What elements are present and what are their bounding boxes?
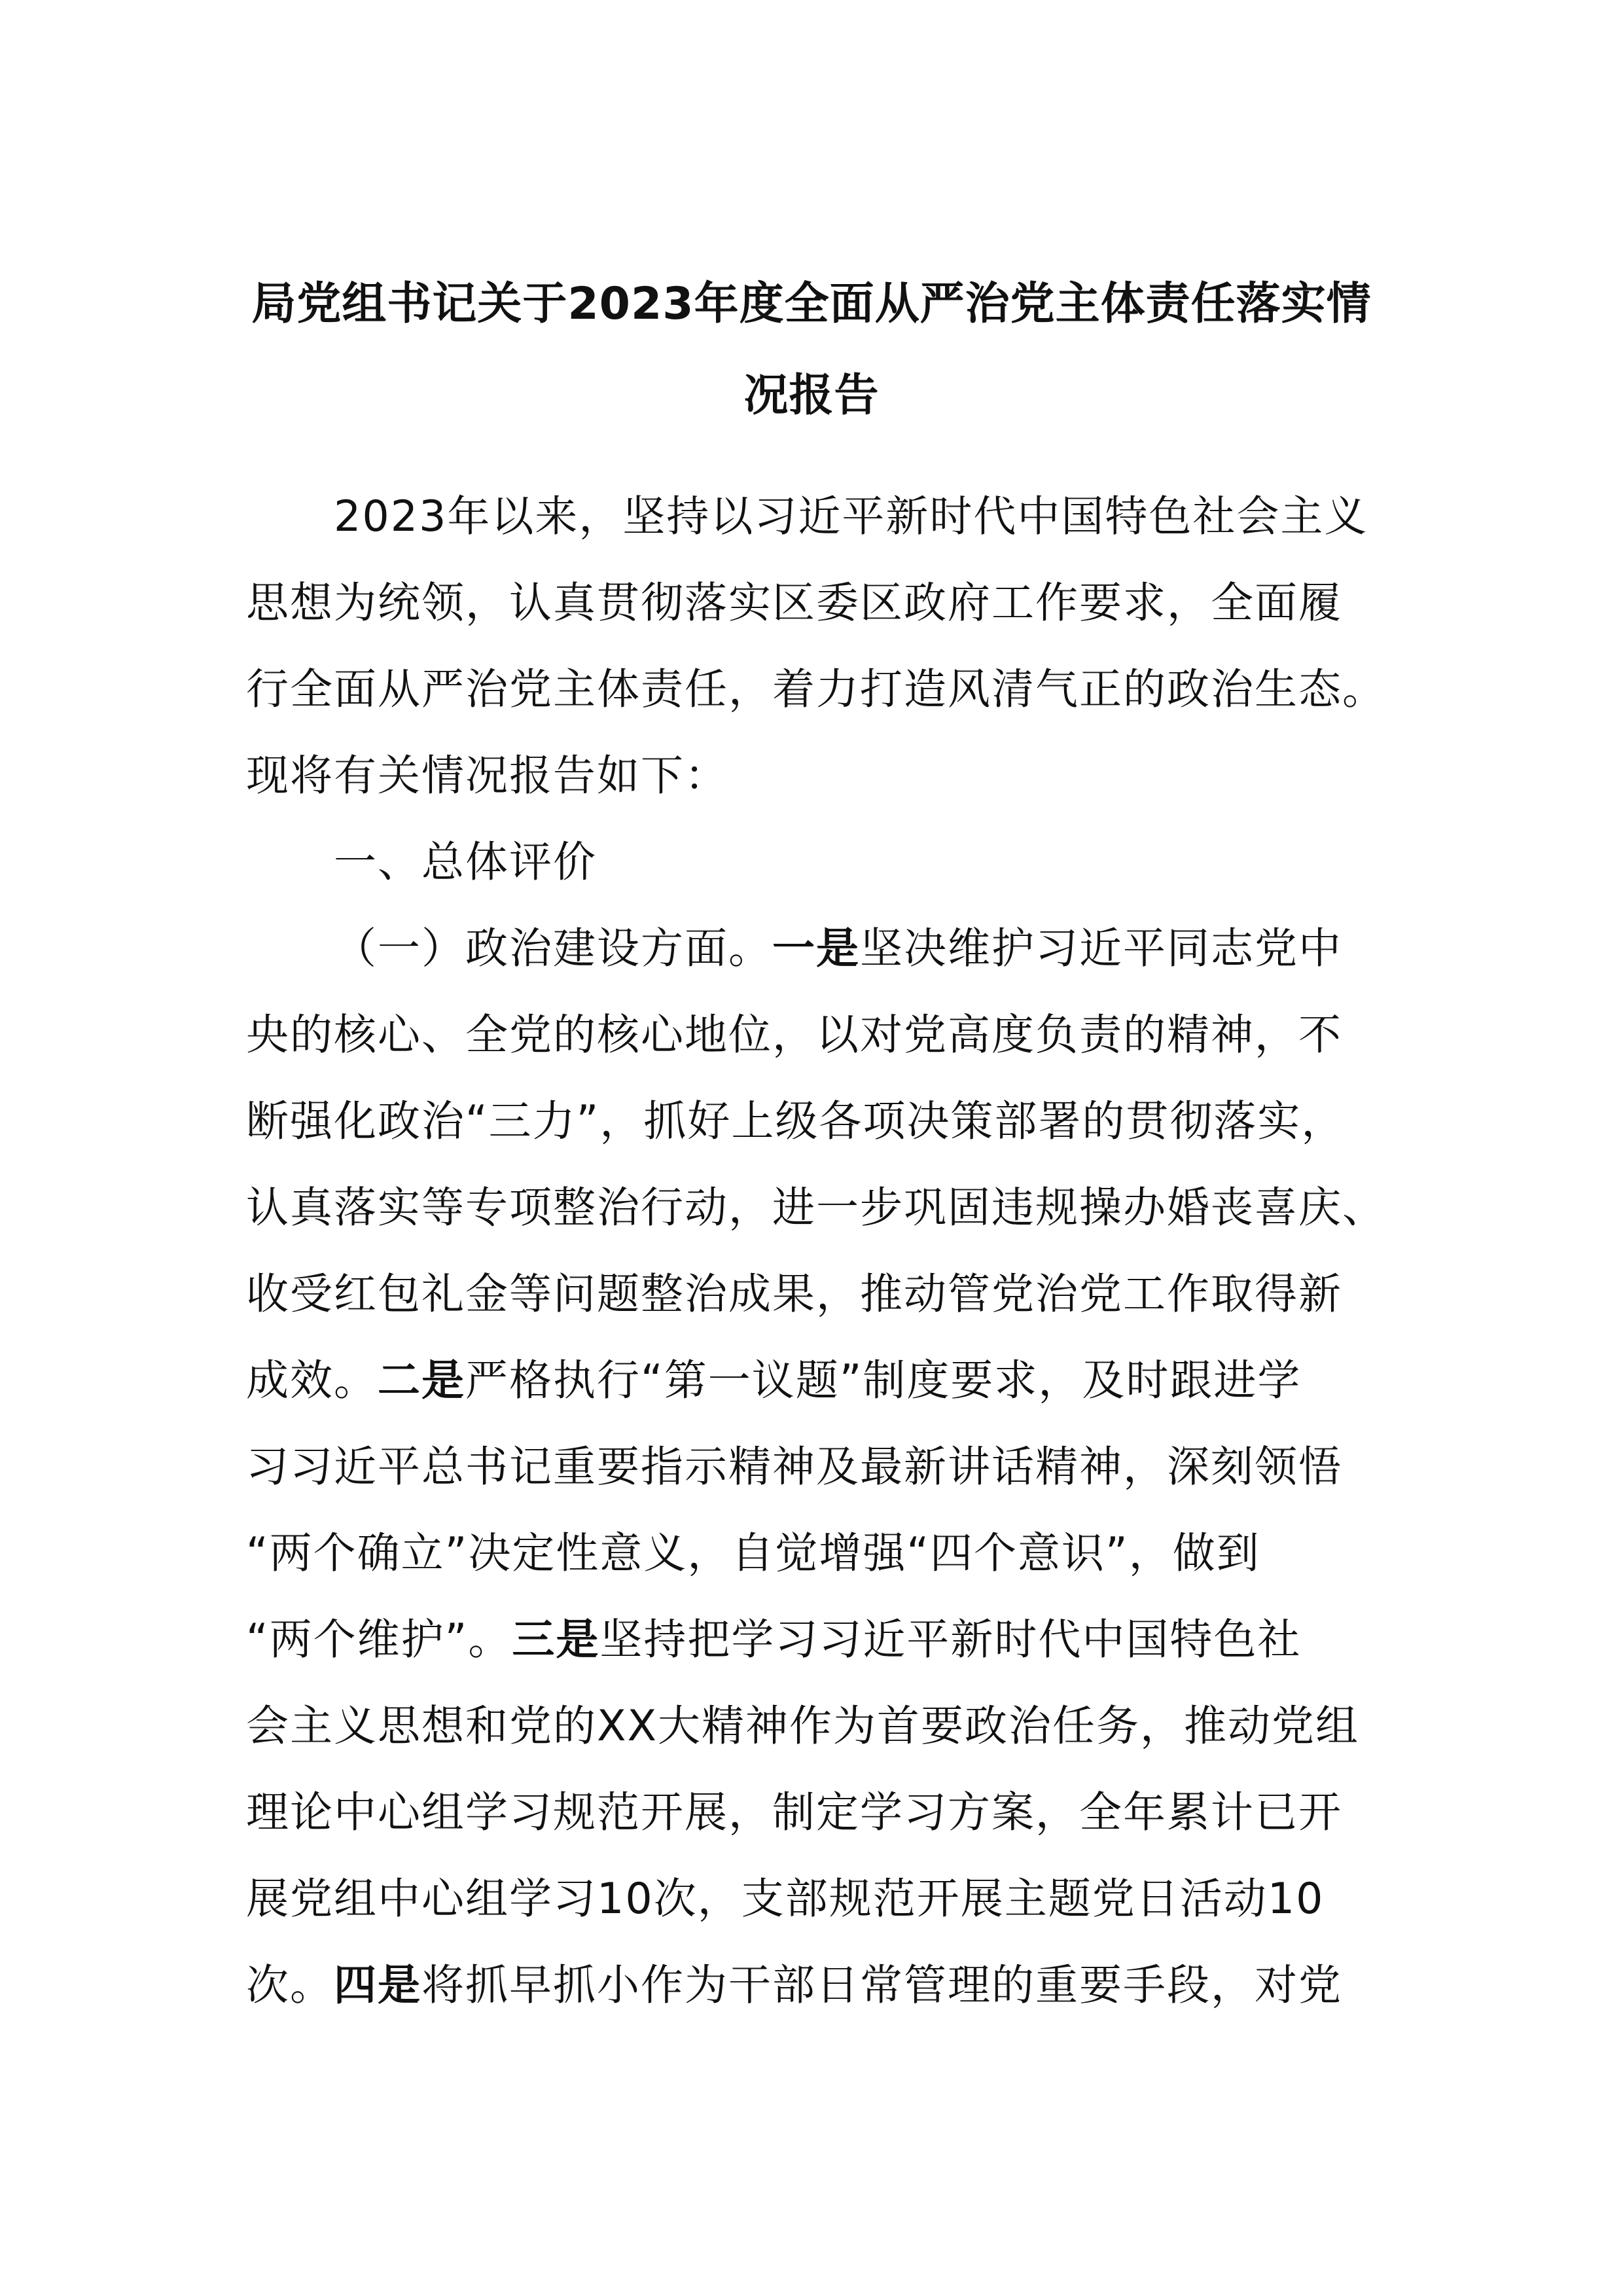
paragraph-text: 次。 — [246, 1961, 334, 2010]
point-label-1: 一是 — [772, 924, 861, 973]
paragraph-text: 将抓早抓小作为干部日常管理的重要手段，对党 — [421, 1961, 1343, 2010]
intro-line-3: 行全面从严治党主体责任，着力打造风清气正的政治生态。 — [246, 665, 1387, 714]
paragraph-text: 坚决维护习近平同志党中 — [860, 924, 1343, 973]
paragraph-line-2: 央的核心、全党的核心地位，以对党高度负责的精神，不 — [246, 1011, 1343, 1060]
point-label-2: 二是 — [378, 1356, 466, 1405]
paragraph-line-5: 收受红包礼金等问题整治成果，推动管党治党工作取得新 — [246, 1270, 1343, 1319]
paragraph-text: 成效。 — [246, 1356, 378, 1405]
paragraph-line-11: 理论中心组学习规范开展，制定学习方案，全年累计已开 — [246, 1788, 1343, 1837]
intro-line-4: 现将有关情况报告如下： — [246, 751, 729, 800]
paragraph-line-8: “两个确立”决定性意义，自觉增强“四个意识”，做到 — [246, 1529, 1260, 1578]
paragraph-line-4: 认真落实等专项整治行动，进一步巩固违规操办婚丧喜庆、 — [246, 1183, 1387, 1232]
paragraph-line-1 — [246, 906, 1385, 992]
intro-line-1: 2023年以来，坚持以习近平新时代中国特色社会主义 — [334, 492, 1368, 541]
paragraph-line-9 — [246, 1597, 1385, 1683]
paragraph-text: 严格执行“第一议题”制度要求，及时跟进学 — [465, 1356, 1302, 1405]
paragraph-text: 坚持把学习习近平新时代中国特色社 — [599, 1615, 1302, 1664]
paragraph-line-7: 习习近平总书记重要指示精神及最新讲话精神，深刻领悟 — [246, 1443, 1343, 1492]
section-heading: 一、总体评价 — [334, 838, 597, 887]
document-title — [196, 259, 1427, 442]
point-label-3: 三是 — [512, 1615, 600, 1664]
title-line-2: 况报告 — [743, 370, 880, 422]
intro-line-2: 思想为统领，认真贯彻落实区委区政府工作要求，全面履 — [246, 579, 1343, 628]
point-label-4: 四是 — [334, 1961, 422, 2010]
document-body — [246, 474, 1385, 2029]
paragraph-line-10: 会主义思想和党的XX大精神作为首要政治任务，推动党组 — [246, 1702, 1360, 1751]
paragraph-line-3: 断强化政治“三力”，抓好上级各项决策部署的贯彻落实， — [246, 1097, 1346, 1146]
paragraph-text: “两个维护”。 — [246, 1615, 512, 1664]
paragraph-line-6 — [246, 1338, 1385, 1424]
paragraph-lead: （一）政治建设方面。 — [334, 924, 773, 973]
paragraph-line-12: 展党组中心组学习10次，支部规范开展主题党日活动10 — [246, 1874, 1325, 1924]
paragraph-line-13 — [246, 1943, 1385, 2029]
title-line-1: 局党组书记关于2023年度全面从严治党主体责任落实情 — [251, 278, 1372, 330]
